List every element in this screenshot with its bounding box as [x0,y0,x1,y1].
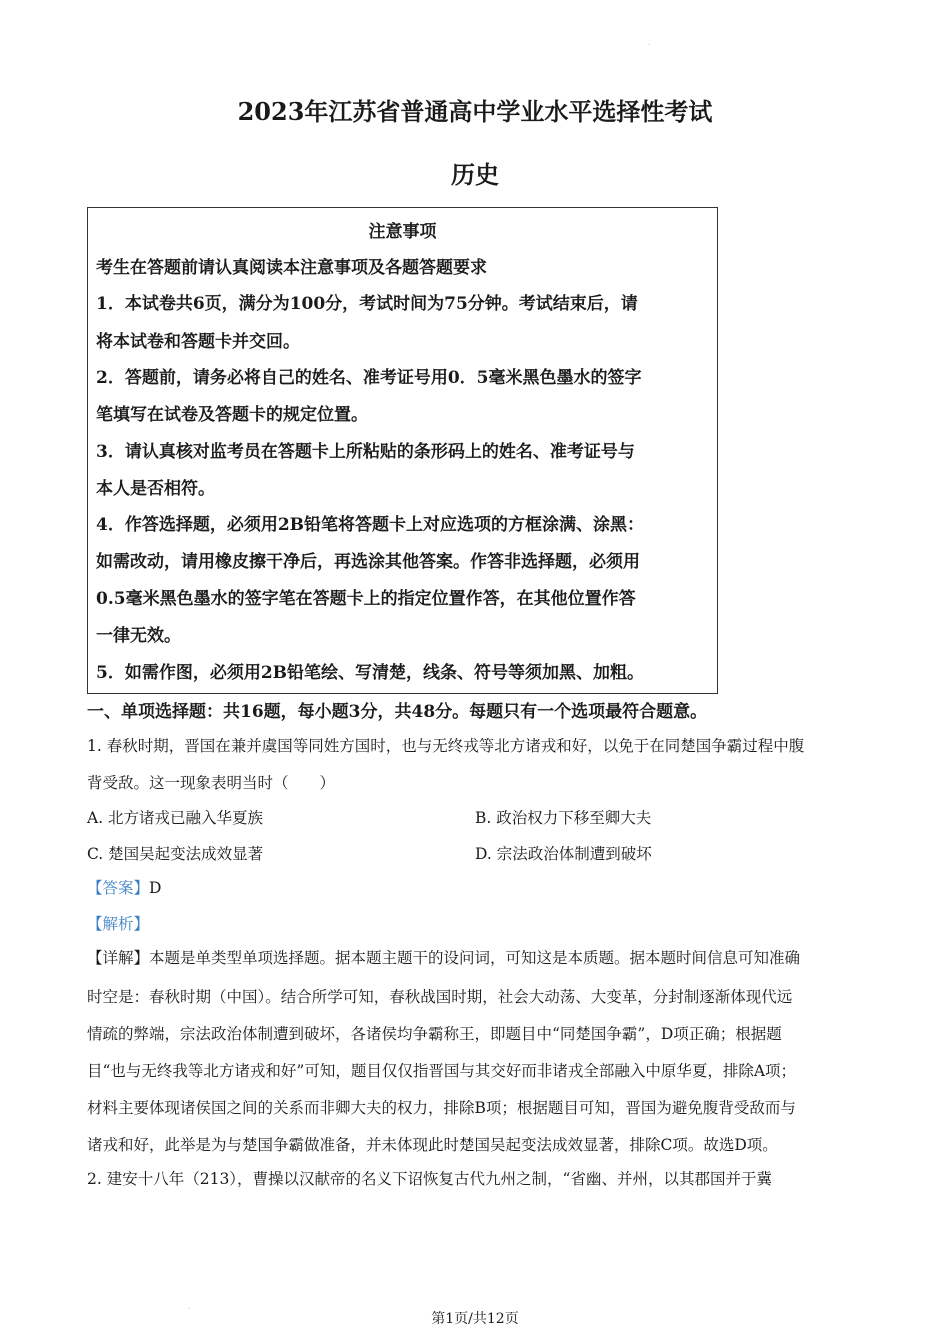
notice-line: 考生在答题前请认真阅读本注意事项及各题答题要求 [96,258,487,278]
exam-title: 2023年江苏省普通高中学业水平选择性考试 [237,97,713,126]
notice-line: 一律无效。 [96,626,181,646]
q1-answer [87,876,161,898]
q2-stem-line: 2. 建安十八年（213），曹操以汉献帝的名义下诏恢复古代九州之制，“省幽、并州，以其郡国并于冀 [87,1170,772,1188]
notice-line: 笔填写在试卷及答题卡的规定位置。 [96,405,368,425]
detail-line: 【详解】本题是单类型单项选择题。据本题主题干的设问词，可知这是本质题。据本题时间信息可知准确 [87,949,801,967]
detail-line: 情疏的弊端，宗法政治体制遭到破坏，各诸侯均争霸称王，即题目中“同楚国争霸”，D项正确；根据题 [87,1025,782,1043]
detail-line: 时空是：春秋时期（中国）。结合所学可知，春秋战国时期，社会大动荡、大变革，分封制逐渐体现代远 [87,988,793,1006]
notice-line: 如需改动，请用橡皮擦干净后，再选涂其他答案。作答非选择题，必须用 [96,552,640,572]
detail-line: 目“也与无终我等北方诸戎和好”可知，题目仅仅指晋国与其交好而非诸戎全部融入中原华夏，排除A项； [87,1062,797,1080]
page-number: 第1页/共12页 [431,1311,519,1327]
q1-option-c: C. 楚国吴起变法成效显著 [87,845,264,863]
notice-line: 3．请认真核对监考员在答题卡上所粘贴的条形码上的姓名、准考证号与 [96,442,635,462]
notice-line: 1．本试卷共6页，满分为100分，考试时间为75分钟。考试结束后，请 [96,294,638,314]
notice-line: 将本试卷和答题卡并交回。 [96,332,300,352]
detail-line: 材料主要体现诸侯国之间的关系而非卿大夫的权力，排除B项；根据题目可知，晋国为避免腹背受敌而与 [87,1099,796,1117]
answer-tag: 【答案】 [87,879,150,897]
detail-line: 诸戎和好，此举是为与楚国争霸做准备，并未体现此时楚国吴起变法成效显著，排除C项。故选D项。 [87,1136,778,1154]
notice-line: 2．答题前，请务必将自己的姓名、准考证号用0．5毫米黑色墨水的签字 [96,368,642,388]
q1-option-a: A. 北方诸戎已融入华夏族 [87,809,264,827]
notice-line: 本人是否相符。 [96,479,215,499]
q1-stem-line: 1. 春秋时期，晋国在兼并虞国等同姓方国时，也与无终戎等北方诸戎和好，以免于在同楚国争霸过程中腹 [87,737,805,755]
scan-dot: . [648,40,650,47]
q1-option-d: D. 宗法政治体制遭到破坏 [475,845,652,863]
section-heading: 一、单项选择题：共16题，每小题3分，共48分。每题只有一个选项最符合题意。 [87,702,708,722]
notice-line: 4．作答选择题，必须用2B铅笔将答题卡上对应选项的方框涂满、涂黑： [96,515,645,535]
notice-line: 0.5毫米黑色墨水的签字笔在答题卡上的指定位置作答，在其他位置作答 [96,589,636,609]
q1-stem-line: 背受敌。这一现象表明当时（ ） [87,774,336,792]
notice-line: 5．如需作图，必须用2B铅笔绘、写清楚，线条、符号等须加黑、加粗。 [96,663,645,683]
analysis-tag: 【解析】 [87,915,150,933]
exam-subject: 历史 [451,160,499,189]
answer-value: D [149,879,162,897]
q1-option-b: B. 政治权力下移至卿大夫 [475,809,652,827]
scan-dot: . [188,1304,190,1311]
notice-title: 注意事项 [368,222,437,242]
